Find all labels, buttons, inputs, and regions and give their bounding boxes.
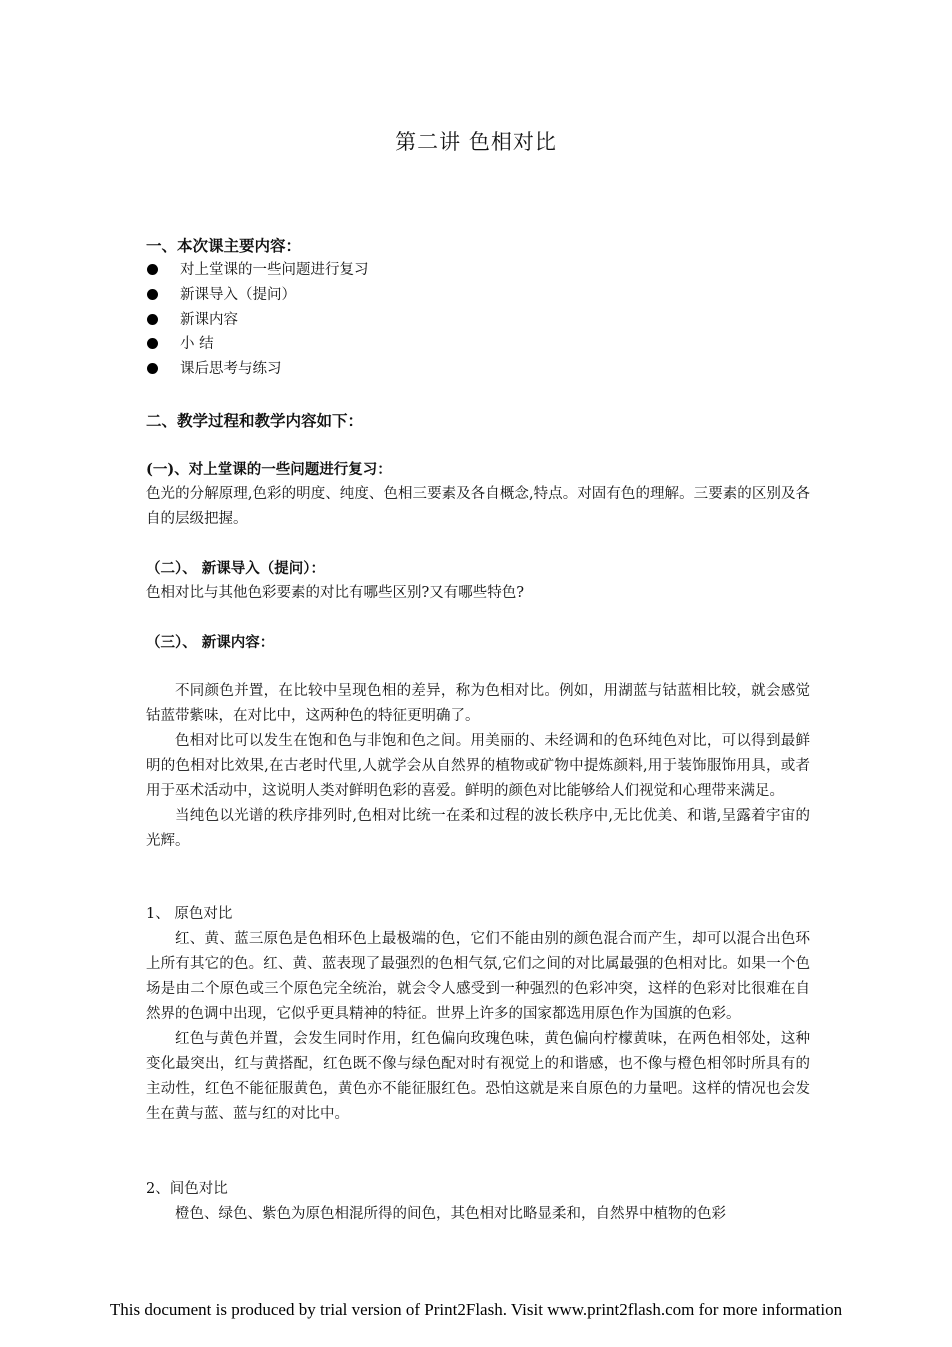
content-list: [146, 258, 810, 382]
part-new-content-body: [146, 679, 810, 854]
paragraph: 红色与黄色并置，会发生同时作用，红色偏向玫瑰色味，黄色偏向柠檬黄味，在两色相邻处，这种变化最突出，红与黄搭配，红色既不像与绿色配对时有视觉上的和谐感，也不像与橙色相邻时所具有的主动性，红色不能征服黄色，黄色亦不能征服红色。恐怕这就是来自原色的力量吧。这样的情况也会发生在黄与蓝、蓝与红的对比中。: [146, 1031, 810, 1122]
section-teaching-process: [146, 408, 810, 433]
part-new-content: [146, 630, 810, 655]
paragraph: 色相对比可以发生在饱和色与非饱和色之间。用美丽的、未经调和的色环纯色对比，可以得到最鲜明的色相对比效果,在古老时代里,人就学会从自然界的植物或矿物中提炼颜料,用于装饰服饰用具，或者用于巫术活动中，这说明人类对鲜明色彩的喜爱。鲜明的颜色对比能够给人们视觉和心理带来满足。: [146, 733, 810, 799]
part-review: [146, 457, 810, 532]
paragraph: 当纯色以光谱的秩序排列时,色相对比统一在柔和过程的波长秩序中,无比优美、和谐,呈露着宇宙的光辉。: [146, 808, 810, 849]
bullet-icon: [147, 289, 158, 300]
section-heading: 一、本次课主要内容：: [146, 236, 302, 255]
list-item: 小 结: [146, 332, 810, 357]
bullet-icon: [147, 363, 158, 374]
subsection-secondary-contrast: [146, 1177, 810, 1227]
bullet-icon: [147, 338, 158, 349]
section-heading: 二、教学过程和教学内容如下：: [146, 411, 364, 430]
page-title: 第二讲 色相对比: [395, 130, 557, 154]
part-heading: （二）、 新课导入（提问）：: [146, 560, 326, 577]
part-heading: (一)、对上堂课的一些问题进行复习：: [146, 461, 392, 478]
list-item: 课后思考与练习: [146, 357, 810, 382]
list-item: 新课内容: [146, 308, 810, 333]
paragraph: 色相对比与其他色彩要素的对比有哪些区别?又有哪些特色?: [146, 585, 525, 601]
paragraph: 橙色、绿色、紫色为原色相混所得的间色，其色相对比略显柔和，自然界中植物的色彩: [175, 1206, 726, 1222]
paragraph: 不同颜色并置，在比较中呈现色相的差异，称为色相对比。例如，用湖蓝与钴蓝相比较，就会感觉钴蓝带紫味，在对比中，这两种色的特征更明确了。: [146, 683, 810, 724]
subsection-heading: 1、 原色对比: [146, 906, 233, 922]
bullet-icon: [147, 314, 158, 325]
trial-watermark-footer: This document is produced by trial version of Print2Flash. Visit www.print2flash.com for more information: [109, 1300, 843, 1319]
subsection-heading: 2、间色对比: [146, 1181, 228, 1197]
list-item: 新课导入（提问）: [146, 283, 810, 308]
part-heading: （三）、 新课内容：: [146, 634, 275, 651]
section-main-content: [146, 233, 810, 382]
subsection-primary-contrast: [146, 902, 810, 1127]
paragraph: 红、黄、蓝三原色是色相环色上最极端的色，它们不能由别的颜色混合而产生，却可以混合出色环上所有其它的色。红、黄、蓝表现了最强烈的色相气氛,它们之间的对比属最强的色相对比。如果一个色场是由二个原色或三个原色完全统治，就会令人感受到一种强烈的色彩冲突，这样的色彩对比很难在自然界的色调中出现，它似乎更具精神的特征。世界上许多的国家都选用原色作为国旗的色彩。: [146, 931, 810, 1022]
list-item: 对上堂课的一些问题进行复习: [146, 258, 810, 283]
bullet-icon: [147, 264, 158, 275]
paragraph: 色光的分解原理,色彩的明度、纯度、色相三要素及各自概念,特点。对固有色的理解。三要素的区别及各自的层级把握。: [146, 486, 810, 527]
part-introduction: [146, 556, 810, 606]
